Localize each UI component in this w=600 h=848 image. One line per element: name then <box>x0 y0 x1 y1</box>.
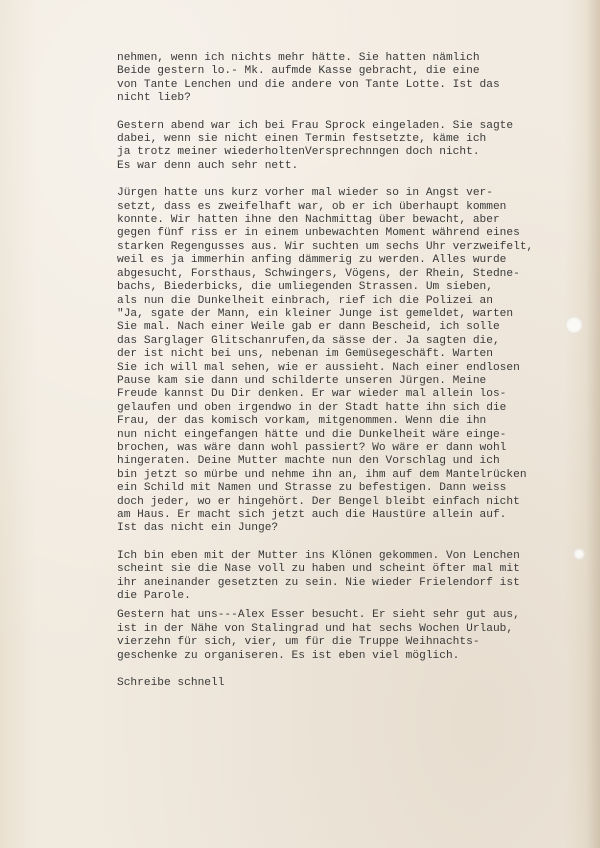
text-line: Ich bin eben mit der Mutter ins Klönen gekommen. Von Lenchen <box>117 549 520 562</box>
text-line: Pause kam sie dann und schilderte unseren Jürgen. Meine <box>117 374 487 387</box>
text-line: die Parole. <box>117 590 191 603</box>
text-line: scheint sie die Nase voll zu haben und scheint öfter mal mit <box>117 563 520 576</box>
text-line: Freude kannst Du Dir denken. Er war wieder mal allein los- <box>117 388 507 401</box>
text-line: nehmen, wenn ich nichts mehr hätte. Sie hatten nämlich <box>117 52 480 64</box>
text-line: bachs, Biederbicks, die umliegenden Strassen. Um sieben, <box>117 281 493 294</box>
text-line: konnte. Wir hatten ihne den Nachmittag über bewacht, aber <box>117 214 500 227</box>
text-line: das Sarglager Glitschanrufen,da sässe der. Ja sagten die, <box>117 334 500 347</box>
paragraph <box>117 120 562 174</box>
text-line: Schreibe schnell <box>117 677 225 690</box>
text-line: von Tante Lenchen und die andere von Tante Lotte. Ist das <box>117 78 500 91</box>
paragraph <box>117 609 562 663</box>
text-line: doch jeder, wo er hingehört. Der Bengel bleibt einfach nicht <box>117 495 520 508</box>
text-line: Ist das nicht ein Junge? <box>117 522 279 535</box>
paragraph <box>117 187 562 536</box>
paragraph <box>117 52 562 106</box>
text-line: bin jetzt so mürbe und nehme ihn an, ihm auf dem Mantelrücken <box>117 468 527 481</box>
text-line: Sie mal. Nach einer Weile gab er dann Bescheid, ich solle <box>117 321 500 334</box>
text-line: als nun die Dunkelheit einbrach, rief ich die Polizei an <box>117 294 493 307</box>
text-line: setzt, dass es zweifelhaft war, ob er ich überhaupt kommen <box>117 200 507 213</box>
text-line: ein Schild mit Namen und Strasse zu befestigen. Dann weiss <box>117 482 507 495</box>
punch-hole <box>565 316 583 334</box>
text-line: der ist nicht bei uns, nebenan im Gemüsegeschäft. Warten <box>117 348 493 361</box>
text-line: starken Regengusses aus. Wir suchten um sechs Uhr verzweifelt, <box>117 240 534 253</box>
text-line: Sie ich will mal sehen, wie er aussieht. Nach einer endlosen <box>117 361 520 374</box>
text-line: Gestern abend war ich bei Frau Sprock eingeladen. Sie sagte <box>117 119 514 132</box>
text-line: hingeraten. Deine Mutter machte nun den Vorschlag und ich <box>117 455 500 468</box>
text-line: weil es ja immerhin anfing dämmerig zu werden. Alles wurde <box>117 254 507 267</box>
text-line: am Haus. Er macht sich jetzt auch die Haustüre allein auf. <box>117 509 507 521</box>
typewritten-letter <box>117 52 562 690</box>
text-line: gegen fünf riss er in einem unbewachten Moment während eines <box>117 227 520 240</box>
text-line: brochen, was wäre dann wohl passiert? Wo wäre er dann wohl <box>117 441 507 454</box>
text-line: vierzehn für sich, vier, um für die Truppe Weihnachts- <box>117 636 480 649</box>
text-line: nun nicht eingefangen hätte und die Dunkelheit wäre einge- <box>117 428 507 441</box>
paper-edge-shadow <box>586 0 600 848</box>
text-line: Gestern hat uns---Alex Esser besucht. Er sieht sehr gut aus, <box>117 609 520 622</box>
text-line: abgesucht, Forsthaus, Schwingers, Vögens, der Rhein, Stedne- <box>117 267 520 280</box>
text-line: gelaufen und oben irgendwo in der Stadt hatte ihn sich die <box>117 401 507 414</box>
text-line: "Ja, sgate der Mann, ein kleiner Junge ist gemeldet, warten <box>117 307 514 320</box>
text-line: ihr aneinander gesetzten zu sein. Nie wieder Frielendorf ist <box>117 576 520 589</box>
closing-line <box>117 677 562 690</box>
text-line: nicht lieb? <box>117 92 191 105</box>
text-line: geschenke zu organiseren. Es ist eben viel möglich. <box>117 649 460 662</box>
text-line: ja trotz meiner wiederholtenVersprechnngen doch nicht. <box>117 146 480 159</box>
text-line: Es war denn auch sehr nett. <box>117 159 299 172</box>
text-line: Frau, der das komisch vorkam, mitgenommen. Wenn die ihn <box>117 415 487 428</box>
text-line: ist in der Nähe von Stalingrad und hat sechs Wochen Urlaub, <box>117 622 514 635</box>
text-line: Jürgen hatte uns kurz vorher mal wieder so in Angst ver- <box>117 187 493 200</box>
text-line: dabei, wenn sie nicht einen Termin festsetzte, käme ich <box>117 133 487 146</box>
paragraph <box>117 550 562 604</box>
text-line: Beide gestern lo.- Mk. aufmde Kasse gebracht, die eine <box>117 65 480 78</box>
punch-hole <box>573 548 585 560</box>
